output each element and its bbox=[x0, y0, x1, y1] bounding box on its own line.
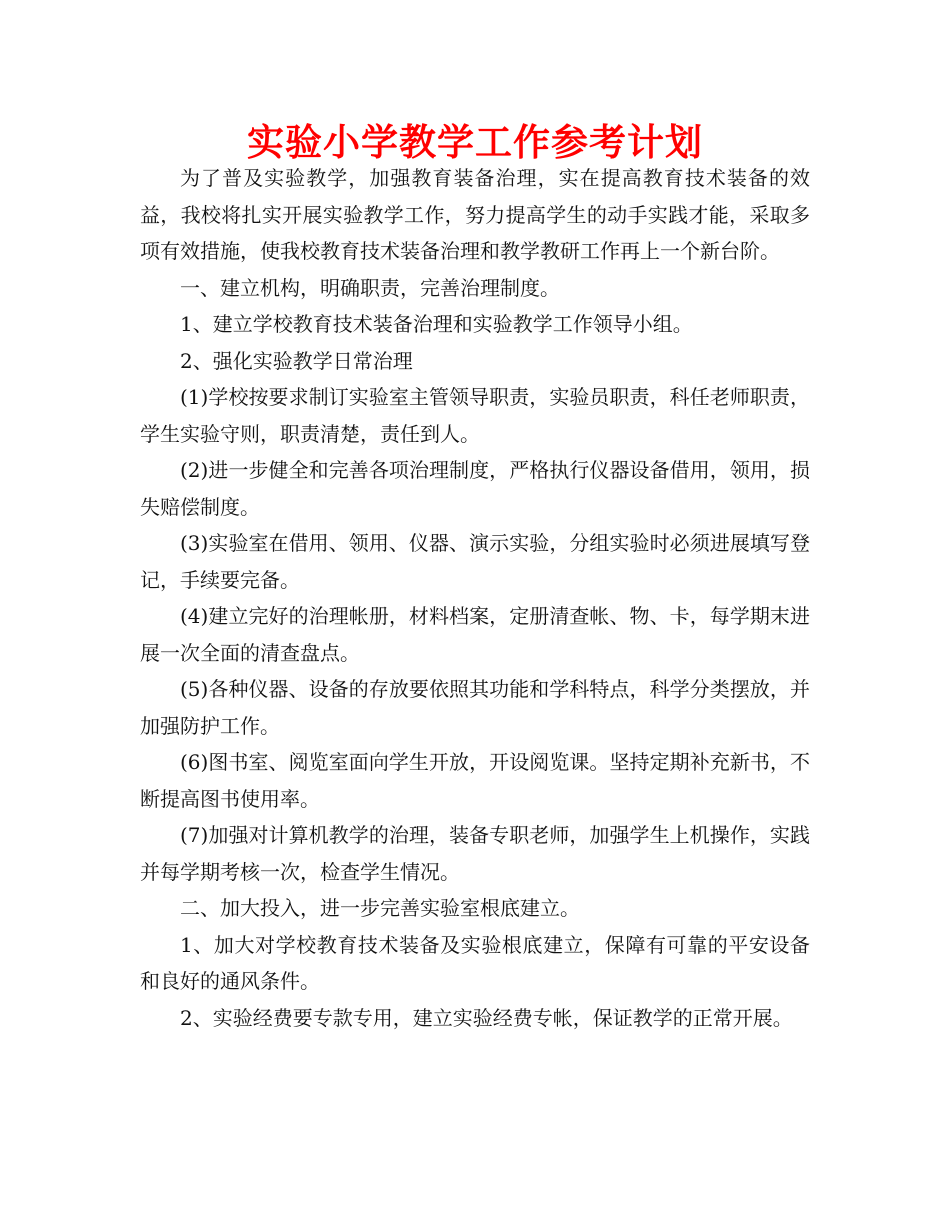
paragraph-item: 1、建立学校教育技术装备治理和实验教学工作领导小组。 bbox=[180, 312, 693, 336]
paragraph-subitem: (6)图书室、阅览室面向学生开放，开设阅览课。坚持定期补充新书，不断提高图书使用率。 bbox=[140, 750, 810, 811]
section-heading-2: 二、加大投入，进一步完善实验室根底建立。 bbox=[180, 896, 580, 920]
paragraph-item: 2、实验经费要专款专用，建立实验经费专帐，保证教学的正常开展。 bbox=[180, 1005, 793, 1030]
paragraph-subitem: (3)实验室在借用、领用、仪器、演示实验，分组实验时必须进展填写登记，手续要完备。 bbox=[140, 531, 810, 592]
paragraph-item: 2、强化实验教学日常治理 bbox=[180, 348, 413, 373]
paragraph-subitem: (5)各种仪器、设备的存放要依照其功能和学科特点，科学分类摆放，并加强防护工作。 bbox=[140, 677, 810, 738]
paragraph-subitem: (1)学校按要求制订实验室主管领导职责，实验员职责，科任老师职责，学生实验守则，职责清楚，责任到人。 bbox=[140, 385, 810, 446]
paragraph-subitem: (4)建立完好的治理帐册，材料档案，定册清查帐、物、卡，每学期末进展一次全面的清查盘点。 bbox=[140, 604, 810, 665]
document-title: 实验小学教学工作参考计划 bbox=[247, 121, 703, 164]
paragraph-item: 1、加大对学校教育技术装备及实验根底建立，保障有可靠的平安设备和良好的通风条件。 bbox=[140, 932, 810, 993]
paragraph-subitem: (2)进一步健全和完善各项治理制度，严格执行仪器设备借用，领用，损失赔偿制度。 bbox=[140, 458, 810, 519]
document-body bbox=[140, 160, 810, 1036]
section-heading-1: 一、建立机构，明确职责，完善治理制度。 bbox=[180, 275, 560, 300]
paragraph-intro: 为了普及实验教学，加强教育装备治理，实在提高教育技术装备的效益，我校将扎实开展实验教学工作，努力提高学生的动手实践才能，采取多项有效措施，使我校教育技术装备治理和教学教研工作再上一个新台阶。 bbox=[140, 166, 810, 263]
paragraph-subitem: (7)加强对计算机教学的治理，装备专职老师，加强学生上机操作，实践并每学期考核一次，检查学生情况。 bbox=[140, 823, 810, 884]
